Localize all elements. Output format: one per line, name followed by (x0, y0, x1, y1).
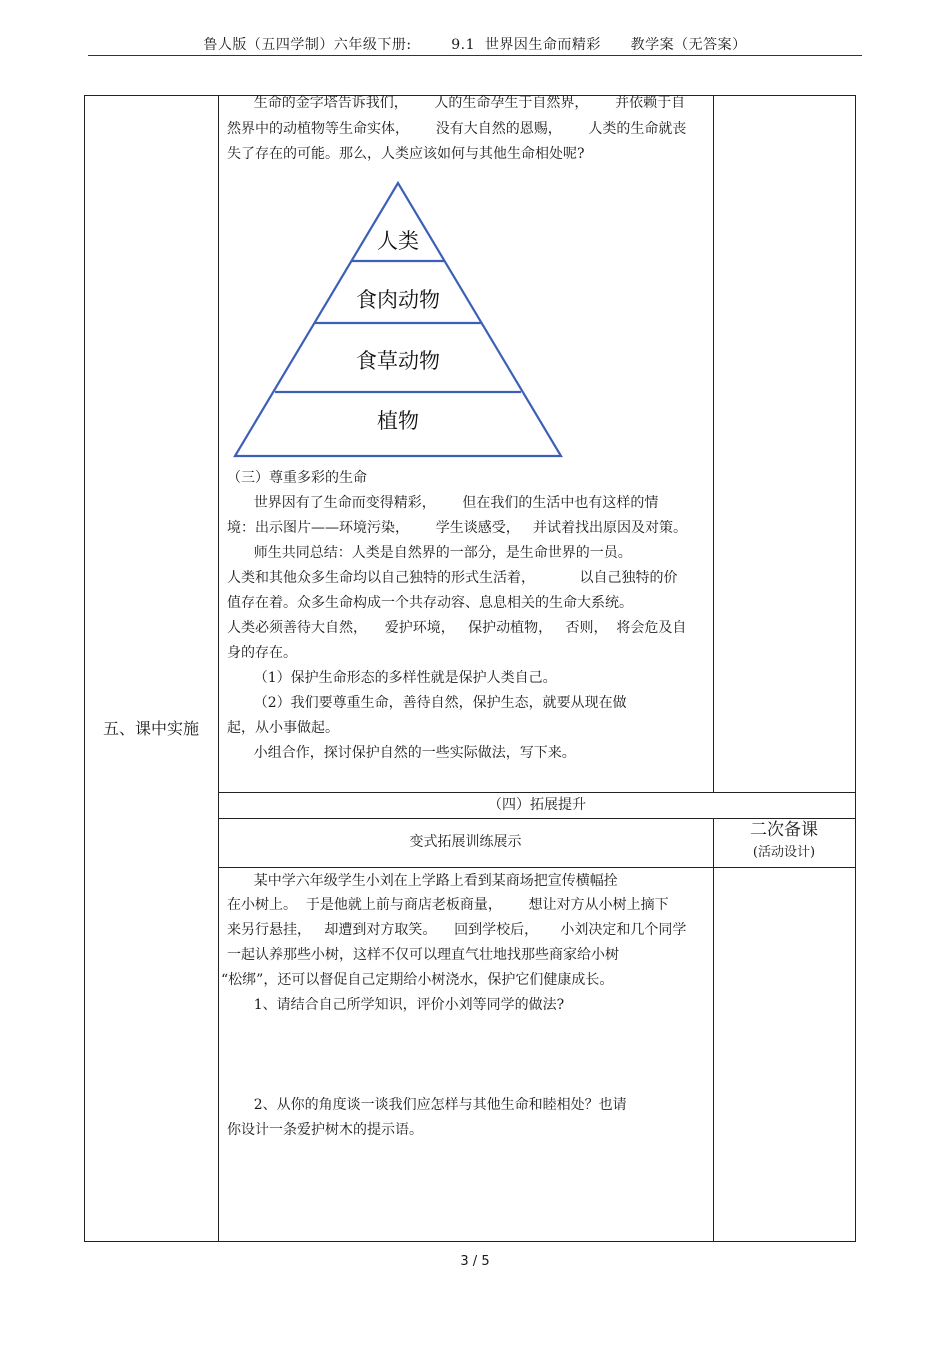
table-divider-label (218, 95, 219, 1241)
table-divider-notes-bottom (713, 818, 714, 1241)
intro-line: 生命的金字塔告诉我们， 人的生命孕生于自然界， 并依赖于自 (227, 95, 686, 111)
body-line: 值存在着。众多生命构成一个共存动容、息息相关的生命大系统。 (227, 595, 633, 611)
story-line: 来另行悬挂， 却遭到对方取笑。 回到学校后， 小刘决定和几个同学 (227, 922, 687, 938)
pyramid-level-carnivores: 食肉动物 (356, 288, 440, 312)
body-line: 人类必须善待大自然， 爱护环境， 保护动植物， 否则， 将会危及自 (227, 620, 687, 636)
page-header: 鲁人版（五四学制）六年级下册: 9.1 世界因生命而精彩 教学案（无答案） (203, 37, 747, 53)
question-2-line: 2、从你的角度谈一谈我们应怎样与其他生命和睦相处？也请 (227, 1097, 627, 1113)
pyramid-level-humans: 人类 (377, 229, 419, 253)
table-border-left (84, 95, 85, 1241)
section-heading-respect-life: （三）尊重多彩的生命 (227, 470, 367, 486)
story-line: 在小树上。 于是他就上前与商店老板商量， 想让对方从小树上摘下 (227, 897, 669, 913)
body-line: 师生共同总结：人类是自然界的一部分，是生命世界的一员。 (227, 545, 632, 561)
body-line: 世界因有了生命而变得精彩， 但在我们的生活中也有这样的情 (227, 495, 659, 511)
question-2-line: 你设计一条爱护树木的提示语。 (227, 1122, 423, 1138)
section-heading-extension: （四）拓展提升 (488, 797, 586, 813)
table-border-right (855, 95, 856, 1241)
page-number: 3 / 5 (460, 1254, 490, 1269)
body-line: 境：出示图片——环境污染， 学生谈感受， 并试着找出原因及对策。 (227, 520, 688, 536)
body-line: 人类和其他众多生命均以自己独特的形式生活着， 以自己独特的价 (227, 570, 678, 586)
body-line: 身的存在。 (227, 645, 297, 661)
story-line: “松绑”，还可以督促自己定期给小树浇水，保护它们健康成长。 (221, 972, 614, 988)
table-divider-notes-top (713, 95, 714, 792)
story-line: 一起认养那些小树，这样不仅可以理直气壮地找那些商家给小树 (227, 947, 619, 963)
body-line: 起，从小事做起。 (227, 720, 339, 736)
secondary-planning-title: 二次备课 (750, 820, 818, 840)
body-line: （2）我们要尊重生命，善待自然，保护生态，就要从现在做 (227, 695, 627, 711)
table-row-line-3 (218, 867, 856, 868)
question-1: 1、请结合自己所学知识，评价小刘等同学的做法? (227, 997, 565, 1013)
section-label: 五、课中实施 (102, 719, 199, 738)
life-pyramid-diagram (230, 178, 566, 462)
intro-line: 然界中的动植物等生命实体， 没有大自然的恩赐， 人类的生命就丧 (227, 121, 687, 137)
body-line: （1）保护生命形态的多样性就是保护人类自己。 (227, 670, 557, 686)
body-line: 小组合作，探讨保护自然的一些实际做法，写下来。 (227, 745, 576, 761)
header-rule (88, 55, 862, 56)
pyramid-level-plants: 植物 (377, 409, 419, 433)
story-line: 某中学六年级学生小刘在上学路上看到某商场把宣传横幅拴 (227, 873, 618, 889)
secondary-planning-subtitle: (活动设计) (752, 845, 816, 860)
extension-column-title: 变式拓展训练展示 (409, 834, 522, 850)
table-border-bottom (84, 1241, 856, 1242)
intro-line: 失了存在的可能。那么，人类应该如何与其他生命相处呢? (227, 146, 585, 162)
pyramid-level-herbivores: 食草动物 (356, 349, 440, 373)
